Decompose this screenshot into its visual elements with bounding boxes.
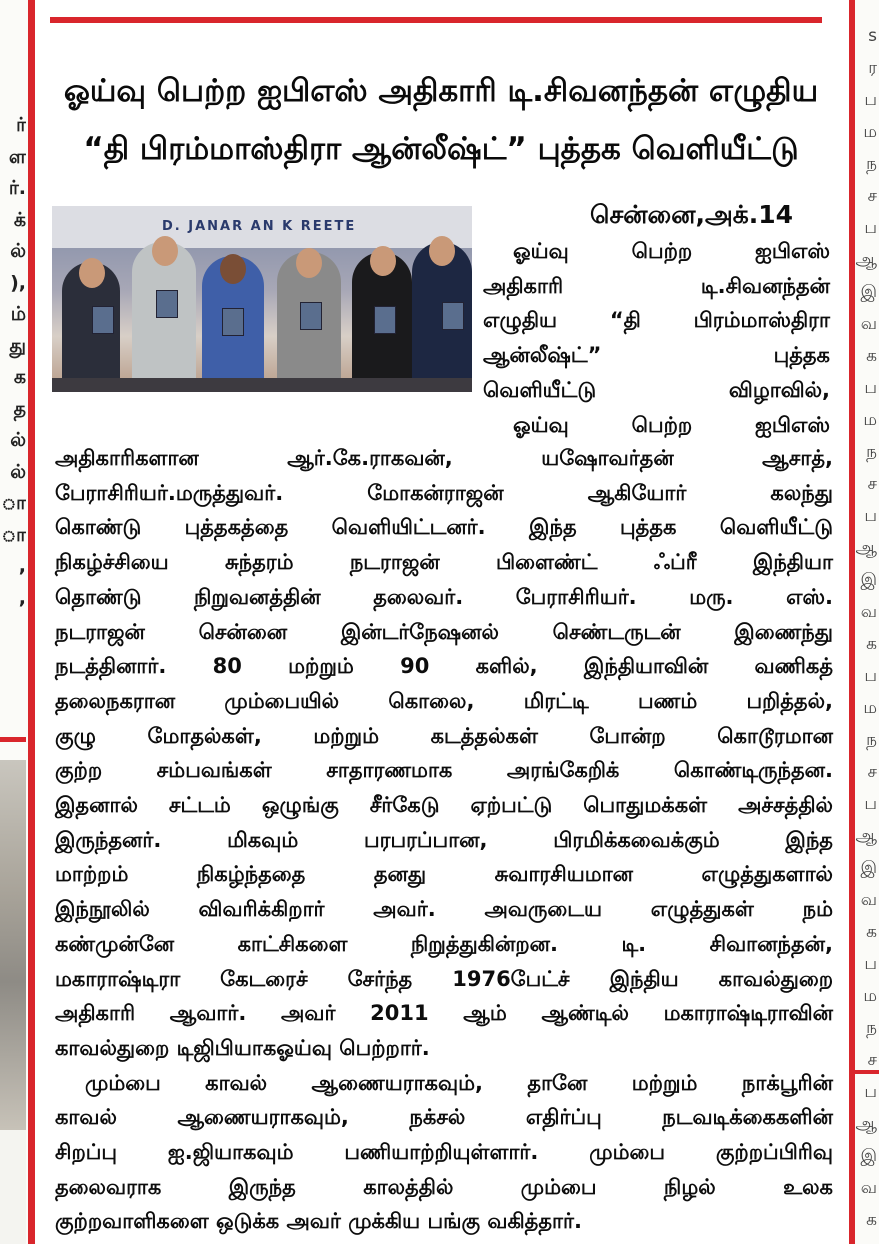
person-4-head	[296, 248, 322, 278]
fragment: ப	[864, 90, 877, 110]
fragment: ந	[866, 154, 877, 174]
body-line: அதிகாரி ஆவார். அவர் 2011 ஆம் ஆண்டில் மகாராஷ்டிராவின்	[55, 1001, 833, 1026]
fragment: ா	[1, 492, 26, 514]
fragment: வ	[860, 890, 877, 910]
fragment: ர்.	[8, 177, 26, 199]
top-rule	[50, 17, 822, 23]
book	[442, 302, 464, 330]
adjacent-left-photo	[0, 760, 26, 1130]
fragment: ம	[863, 122, 877, 142]
fragment: ப	[864, 1082, 877, 1102]
body-line: கொண்டு புத்தகத்தை வெளியிட்டனர். இந்த புத்தக வெளியீட்டு	[55, 515, 833, 540]
book	[156, 290, 178, 318]
fragment: ப	[864, 218, 877, 238]
fragment: ஆ	[855, 826, 877, 846]
fragment: ஆ	[855, 538, 877, 558]
fragment: ப	[864, 506, 877, 526]
fragment: இ	[860, 282, 877, 302]
fragment: ,	[18, 586, 26, 609]
body-line: ஓய்வு பெற்ற ஐபிஎஸ்	[513, 412, 830, 437]
book	[222, 308, 244, 336]
body-line: தொண்டு நிறுவனத்தின் தலைவர். பேராசிரியர். மரு. எஸ்.	[55, 584, 833, 609]
fragment: ந	[866, 730, 877, 750]
dateline: சென்னை,அக்.14	[590, 200, 794, 229]
body-line: ஓய்வு பெற்ற ஐபிஎஸ்	[513, 239, 830, 263]
fragment: ,	[18, 555, 26, 577]
person-3-head	[220, 254, 246, 284]
body-line: மும்பை காவல் ஆணையராகவும், தானே மற்றும் நாக்பூரின்	[85, 1070, 833, 1095]
fragment: க	[866, 922, 877, 942]
fragment: இ	[860, 570, 877, 590]
body-line: காவல்துறை டிஜிபியாகஓய்வு பெற்றார்.	[55, 1035, 430, 1060]
fragment: த	[13, 397, 26, 420]
article-body	[55, 441, 833, 1239]
book	[374, 306, 396, 334]
fragment: ந	[866, 1018, 877, 1038]
fragment: ப	[864, 666, 877, 686]
fragment: ல்	[10, 429, 26, 451]
body-line: கண்முன்னே காட்சிகளை நிறுத்துகின்றன. டி. சிவானந்தன்,	[55, 931, 833, 956]
person-2-head	[152, 236, 178, 266]
headline-line-1: ஓய்வு பெற்ற ஐபிஎஸ் அதிகாரி டி.சிவனந்தன் எழுதிய	[63, 73, 819, 109]
adjacent-left-text	[0, 110, 26, 614]
fragment: ஆ	[855, 1114, 877, 1134]
body-line: மாற்றம் நிகழ்ந்ததை தனது சுவாரசியமான எழுத்துகளால்	[55, 862, 833, 887]
fragment: ப	[864, 378, 877, 398]
fragment: க்	[13, 208, 26, 231]
person-5-head	[370, 246, 396, 276]
headline	[50, 62, 832, 178]
person-6-head	[429, 236, 455, 266]
fragment: இ	[860, 858, 877, 878]
fragment: வ	[860, 314, 877, 334]
fragment: ம்	[10, 303, 26, 325]
body-line: தலைவராக இருந்த காலத்தில் மும்பை நிழல் உலக	[55, 1174, 833, 1199]
fragment: s	[868, 26, 877, 46]
fragment: து	[9, 334, 26, 357]
photo-floor	[52, 378, 472, 392]
fragment: ப	[864, 794, 877, 814]
body-line: நிகழ்ச்சியை சுந்தரம் நடராஜன் பிளைண்ட் ஃப்ரீ இந்தியா	[55, 550, 833, 575]
book	[92, 306, 114, 334]
fragment: ல்	[10, 460, 26, 483]
fragment: ச	[867, 762, 877, 782]
adjacent-right-text	[856, 20, 878, 1236]
fragment: ம	[863, 698, 877, 718]
fragment: ந	[866, 442, 877, 462]
body-line: காவல் ஆணையராகவும், நக்சல் எதிர்ப்பு நடவடிக்கைகளின்	[55, 1105, 833, 1130]
body-line: குற்ற சம்பவங்கள் சாதாரணமாக அரங்கேறிக் கொண்டிருந்தன.	[55, 758, 833, 783]
book	[300, 302, 322, 330]
fragment: ர்	[16, 114, 26, 136]
fragment: ச	[867, 186, 877, 206]
fragment: ா	[1, 523, 26, 546]
fragment: ம	[863, 410, 877, 430]
fragment: ஆ	[855, 250, 877, 270]
event-photo	[52, 206, 472, 392]
body-line: அதிகாரி டி.சிவனந்தன்	[483, 273, 830, 298]
fragment: ர	[868, 58, 877, 78]
body-line: வெளியீட்டு விழாவில்,	[483, 377, 830, 402]
adjacent-left-blank	[0, 1130, 26, 1244]
fragment: க	[866, 634, 877, 654]
fragment: ச	[867, 1050, 877, 1070]
fragment: ),	[10, 271, 26, 294]
fragment: ல்	[10, 240, 26, 262]
person-1-head	[79, 258, 105, 288]
adjacent-column-right	[855, 0, 879, 1244]
body-line: நடத்தினார். 80 மற்றும் 90 களில், இந்தியாவின் வணிகத்	[55, 654, 833, 679]
fragment: வ	[860, 1178, 877, 1198]
body-line: தலைநகரான மும்பையில் கொலை, மிரட்டி பணம் பறித்தல்,	[55, 688, 833, 713]
adjacent-right-rule	[855, 1070, 879, 1074]
body-line: குழு மோதல்கள், மற்றும் கடத்தல்கள் போன்ற கொடூரமான	[55, 723, 833, 748]
body-line: பேராசிரியர்.மருத்துவர். மோகன்ராஜன் ஆகியோர் கலந்து	[55, 480, 833, 505]
fragment: க	[13, 366, 26, 388]
body-line: இருந்தனர். மிகவும் பரபரப்பான, பிரமிக்கவைக்கும் இந்த	[55, 827, 833, 852]
fragment: க	[866, 346, 877, 366]
body-line: குற்றவாளிகளை ஒடுக்க அவர் முக்கிய பங்கு வகித்தார்.	[55, 1209, 582, 1234]
body-line: எழுதிய “தி பிரம்மாஸ்திரா	[483, 308, 830, 333]
headline-line-2: “தி பிரம்மாஸ்திரா ஆன்லீஷ்ட்” புத்தக வெளியீட்டு	[83, 131, 799, 167]
body-line: இதனால் சட்டம் ஒழுங்கு சீர்கேடு ஏற்பட்டு பொதுமக்கள் அச்சத்தில்	[55, 793, 833, 818]
frame-left-border	[28, 0, 35, 1244]
fragment: இ	[860, 1146, 877, 1166]
body-line: இந்நூலில் விவரிக்கிறார் அவர். அவருடைய எழுத்துகள் நம்	[55, 897, 833, 922]
fragment: ச	[867, 474, 877, 494]
adjacent-left-rule	[0, 737, 26, 742]
fragment: க	[866, 1210, 877, 1230]
fragment: ள	[8, 145, 26, 168]
fragment: ம	[863, 986, 877, 1006]
body-line: நடராஜன் சென்னை இன்டர்நேஷனல் செண்டருடன் இணைந்து	[55, 619, 833, 644]
fragment: வ	[860, 602, 877, 622]
article-body-beside-photo	[483, 234, 830, 442]
body-line: அதிகாரிகளான ஆர்.கே.ராகவன், யஷோவர்தன் ஆசாத்,	[55, 446, 833, 470]
body-line: மகாராஷ்டிரா கேடரைச் சேர்ந்த 1976பேட்ச் இந்திய காவல்துறை	[55, 966, 833, 991]
fragment: ப	[864, 954, 877, 974]
photo-backdrop-banner: D. JANAR AN K REETE	[52, 206, 472, 248]
body-line: சிறப்பு ஐ.ஜியாகவும் பணியாற்றியுள்ளார். மும்பை குற்றப்பிரிவு	[55, 1140, 833, 1165]
body-line: ஆன்லீஷ்ட்” புத்தக	[483, 343, 830, 368]
